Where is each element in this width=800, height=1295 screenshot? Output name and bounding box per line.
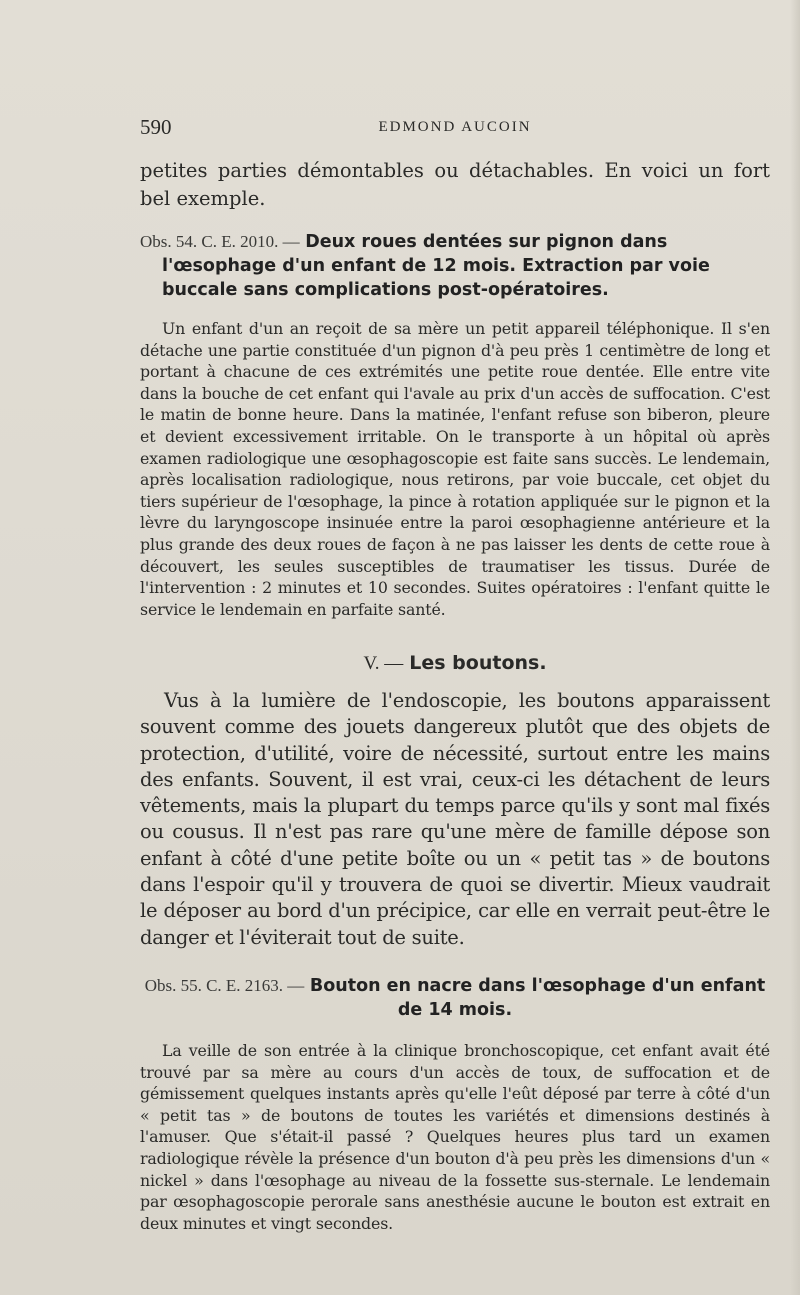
obs55-heading (140, 974, 770, 1022)
intro-paragraph: petites parties démontables ou détachables. En voici un fort bel exemple. (140, 159, 770, 210)
page-header (140, 115, 770, 141)
obs55-ref: Obs. 55. C. E. 2163. — (144, 976, 305, 995)
obs55-body: La veille de son entrée à la clinique bronchoscopique, cet enfant avait été trouvé par sa mère au cours d'un accès de toux, de suffocation et de gémissement quelques instants après qu'elle l'eût déposé par terre à côté d'un « petit tas » de boutons de toutes les variétés et dimensions destinés à l'amuser. Que s'était-il passé ? Quelques heures plus tard un examen radiologique révèle la présence d'un bouton d'à peu près les dimensions d'un « nickel » dans l'œsophage au niveau de la fossette sus-sternale. Le lendemain par œsophagoscopie perorale sans anesthésie aucune le bouton est extrait en deux minutes et vingt secondes. (140, 1041, 770, 1233)
page-edge-shadow (790, 0, 800, 1295)
obs54-block (140, 230, 770, 620)
obs55-block (140, 974, 770, 1234)
obs54-ref: Obs. 54. C. E. 2010. — (140, 232, 300, 251)
boutons-paragraph: Vus à la lumière de l'endoscopie, les boutons apparaissent souvent comme des jouets dangereux plutôt que des objets de protection, d'utilité, voire de nécessité, surtout entre les mains des enfants. Souvent, il est vrai, ceux-ci les détachent de leurs vêtements, mais la plupart du temps parce qu'ils y sont mal fixés ou cousus. Il n'est pas rare qu'une mère de famille dépose son enfant à côté d'une petite boîte ou un « petit tas » de boutons dans l'espoir qu'il y trouvera de quoi se divertir. Mieux vaudrait le déposer au bord d'un précipice, car elle en verrait peut-être le danger et l'éviterait tout de suite. (140, 689, 770, 949)
page-number: 590 (140, 115, 172, 139)
obs55-title: Bouton en nacre dans l'œsophage d'un enfant de 14 mois. (309, 976, 766, 1020)
section-title: Les boutons. (409, 652, 547, 674)
obs54-heading (140, 230, 770, 302)
running-head: EDMOND AUCOIN (378, 119, 532, 135)
section-number: V. — (363, 653, 404, 674)
section-heading (140, 652, 770, 675)
obs54-body: Un enfant d'un an reçoit de sa mère un petit appareil téléphonique. Il s'en détache une partie constituée d'un pignon d'à peu près 1 centimètre de long et portant à chacune de ces extrémités une petite roue dentée. Elle entre vite dans la bouche de cet enfant qui l'avale au prix d'un accès de suffocation. C'est le matin de bonne heure. Dans la matinée, l'enfant refuse son biberon, pleure et devient excessivement irritable. On le transporte à un hôpital où après examen radiologique une œsophagoscopie est faite sans succès. Le lendemain, après localisation radiologique, nous retirons, par voie buccale, cet objet du tiers supérieur de l'œsophage, la pince à rotation appliquée sur le pignon et la lèvre du laryngoscope insinuée entre la paroi œsophagienne antérieure et la plus grande des deux roues de façon à ne pas laisser les dents de cette roue à découvert, les seules susceptibles de traumatiser les tissus. Durée de l'intervention : 2 minutes et 10 secondes. Suites opératoires : l'enfant quitte le service le lendemain en parfaite santé. (140, 319, 770, 619)
obs54-title: Deux roues dentées sur pignon dans l'œsophage d'un enfant de 12 mois. Extraction par voie buccale sans complications post-opératoires. (162, 232, 710, 300)
